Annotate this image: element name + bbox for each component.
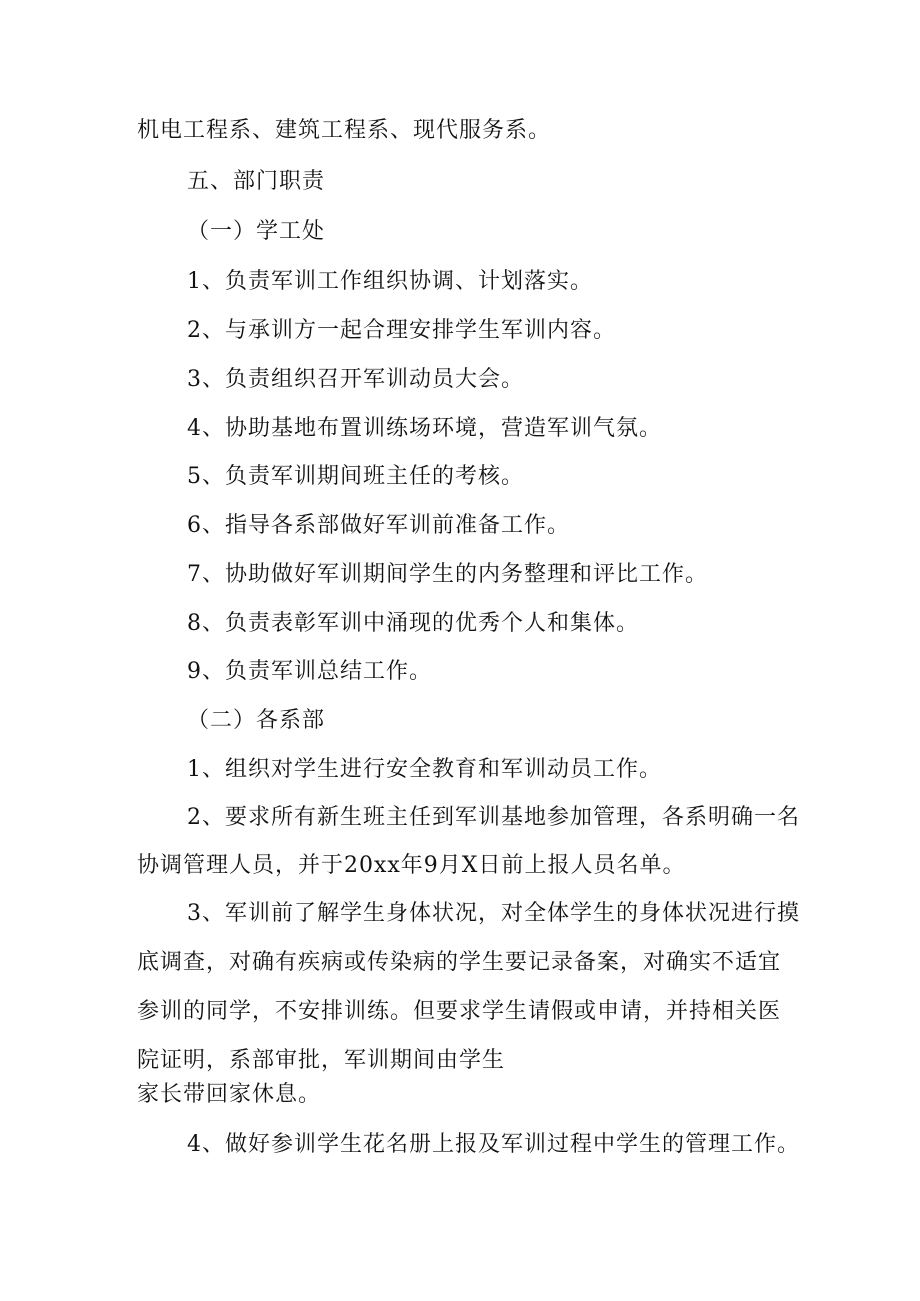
paragraph-line: 家长带回家休息。 <box>137 1082 322 1107</box>
list-item: 8、负责表彰军训中涌现的优秀个人和集体。 <box>187 611 639 636</box>
paragraph-line: 参训的同学，不安排训练。但要求学生请假或申请，并持相关医 <box>137 999 782 1024</box>
paragraph-line: 院证明，系部审批，军训期间由学生 <box>137 1048 506 1073</box>
paragraph-line: 机电工程系、建筑工程系、现代服务系。 <box>137 118 552 143</box>
list-item: 6、指导各系部做好军训前准备工作。 <box>187 513 570 538</box>
list-item: 1、组织对学生进行安全教育和军训动员工作。 <box>187 757 662 782</box>
list-item: 3、军训前了解学生身体状况，对全体学生的身体状况进行摸 <box>187 901 800 926</box>
list-item: 7、协助做好军训期间学生的内务整理和评比工作。 <box>187 562 708 587</box>
list-item: 1、负责军训工作组织协调、计划落实。 <box>187 269 593 294</box>
section-heading: 五、部门职责 <box>187 169 326 194</box>
subsection-heading: （二）各系部 <box>187 708 326 733</box>
paragraph-line: 底调查，对确有疾病或传染病的学生要记录备案，对确实不适宜 <box>137 950 782 975</box>
paragraph-line: 协调管理人员，并于20xx年9月X日前上报人员名单。 <box>137 853 686 878</box>
list-item: 4、做好参训学生花名册上报及军训过程中学生的管理工作。 <box>187 1132 800 1157</box>
list-item: 2、要求所有新生班主任到军训基地参加管理，各系明确一名 <box>187 805 800 830</box>
list-item: 9、负责军训总结工作。 <box>187 659 432 684</box>
list-item: 4、协助基地布置训练场环境，营造军训气氛。 <box>187 416 662 441</box>
list-item: 5、负责军训期间班主任的考核。 <box>187 464 524 489</box>
list-item: 3、负责组织召开军训动员大会。 <box>187 367 524 392</box>
list-item: 2、与承训方一起合理安排学生军训内容。 <box>187 318 616 343</box>
subsection-heading: （一）学工处 <box>187 219 326 244</box>
